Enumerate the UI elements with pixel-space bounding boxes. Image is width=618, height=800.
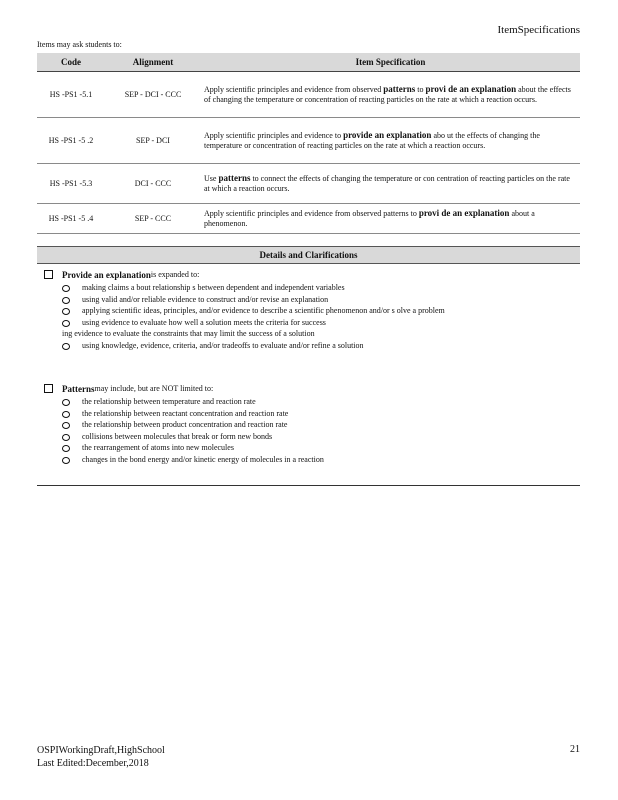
- sub-list: [62, 396, 564, 465]
- list-item: using knowledge, evidence, criteria, and/or tradeoffs to evaluate and/or refine a solution: [62, 340, 564, 352]
- table-row: [37, 118, 580, 164]
- table-row: [37, 164, 580, 204]
- circle-bullet-icon: [62, 434, 70, 441]
- circle-bullet-icon: [62, 422, 70, 429]
- circle-bullet-icon: [62, 457, 70, 464]
- row-alignment: SEP - DCI: [105, 118, 201, 164]
- row-spec: Apply scientific principles and evidence to provide an explanation abo ut the effects of changing the temperature or concentration of reacting particles on the rate at which a reaction occurs.: [201, 118, 580, 164]
- block-keyword: Patterns: [62, 383, 95, 394]
- block-lead-text: is expanded to:: [150, 270, 200, 279]
- list-item: ing evidence to evaluate the constraints that may limit the success of a solution: [62, 329, 315, 338]
- footer-draft-line: OSPIWorkingDraft,HighSchool: [37, 745, 165, 756]
- bottom-divider: [37, 485, 580, 486]
- header-code: Code: [37, 53, 105, 72]
- header-spec: Item Specification: [201, 53, 580, 72]
- block-keyword: Provide an explanation: [62, 269, 151, 280]
- circle-bullet-icon: [62, 399, 70, 406]
- circle-bullet-icon: [62, 285, 70, 292]
- row-code: HS -PS1 -5.3: [37, 164, 105, 204]
- list-item: the relationship between temperature and reaction rate: [62, 396, 564, 408]
- item-spec-table: [37, 53, 580, 234]
- circle-bullet-icon: [62, 411, 70, 418]
- page-number: 21: [570, 744, 580, 755]
- list-item: making claims a bout relationship s between dependent and independent variables: [62, 282, 564, 294]
- circle-bullet-icon: [62, 343, 70, 350]
- details-header: Details and Clarifications: [37, 246, 580, 264]
- patterns-block: [44, 382, 564, 465]
- circle-bullet-icon: [62, 320, 70, 327]
- provide-explanation-block: [44, 268, 564, 351]
- circle-bullet-icon: [62, 445, 70, 452]
- list-item: the relationship between reactant concentration and reaction rate: [62, 408, 564, 420]
- sub-list: [62, 282, 564, 351]
- square-bullet-icon: [44, 384, 53, 393]
- list-item: collisions between molecules that break or form new bonds: [62, 431, 564, 443]
- footer-edited-line: Last Edited:December,2018: [37, 758, 149, 769]
- circle-bullet-icon: [62, 308, 70, 315]
- intro-text: Items may ask students to:: [37, 40, 122, 49]
- list-item: using valid and/or reliable evidence to construct and/or revise an explanation: [62, 294, 564, 306]
- circle-bullet-icon: [62, 297, 70, 304]
- header-title: ItemSpecifications: [497, 24, 580, 36]
- footer: [37, 744, 165, 770]
- list-item: changes in the bond energy and/or kinetic energy of molecules in a reaction: [62, 454, 564, 466]
- block-lead-text: may include, but are NOT limited to:: [94, 384, 214, 393]
- row-code: HS -PS1 -5 .2: [37, 118, 105, 164]
- row-alignment: DCI - CCC: [105, 164, 201, 204]
- row-alignment: SEP - CCC: [105, 204, 201, 234]
- table-row: [37, 72, 580, 118]
- row-spec: Use patterns to connect the effects of changing the temperature or con centration of reacting particles on the rate at which a reaction occurs.: [201, 164, 580, 204]
- header-alignment: Alignment: [105, 53, 201, 72]
- table-row: [37, 204, 580, 234]
- table-header-row: [37, 53, 580, 72]
- row-alignment: SEP - DCI - CCC: [105, 72, 201, 118]
- row-spec: Apply scientific principles and evidence from observed patterns to provi de an explanation about the effects of changing the temperature or concentration of reacting particles on the rate at which a reaction occurs.: [201, 72, 580, 118]
- list-item: using evidence to evaluate how well a solution meets the criteria for success: [62, 317, 564, 329]
- block-lead: [44, 268, 564, 281]
- row-code: HS -PS1 -5.1: [37, 72, 105, 118]
- square-bullet-icon: [44, 270, 53, 279]
- list-item: applying scientific ideas, principles, and/or evidence to describe a scientific phenomenon and/or s olve a problem: [62, 305, 564, 317]
- row-spec: Apply scientific principles and evidence from observed patterns to provi de an explanation about a phenomenon.: [201, 204, 580, 234]
- row-code: HS -PS1 -5 .4: [37, 204, 105, 234]
- list-item: the relationship between product concentration and reaction rate: [62, 419, 564, 431]
- block-lead: [44, 382, 564, 395]
- list-item: the rearrangement of atoms into new molecules: [62, 442, 564, 454]
